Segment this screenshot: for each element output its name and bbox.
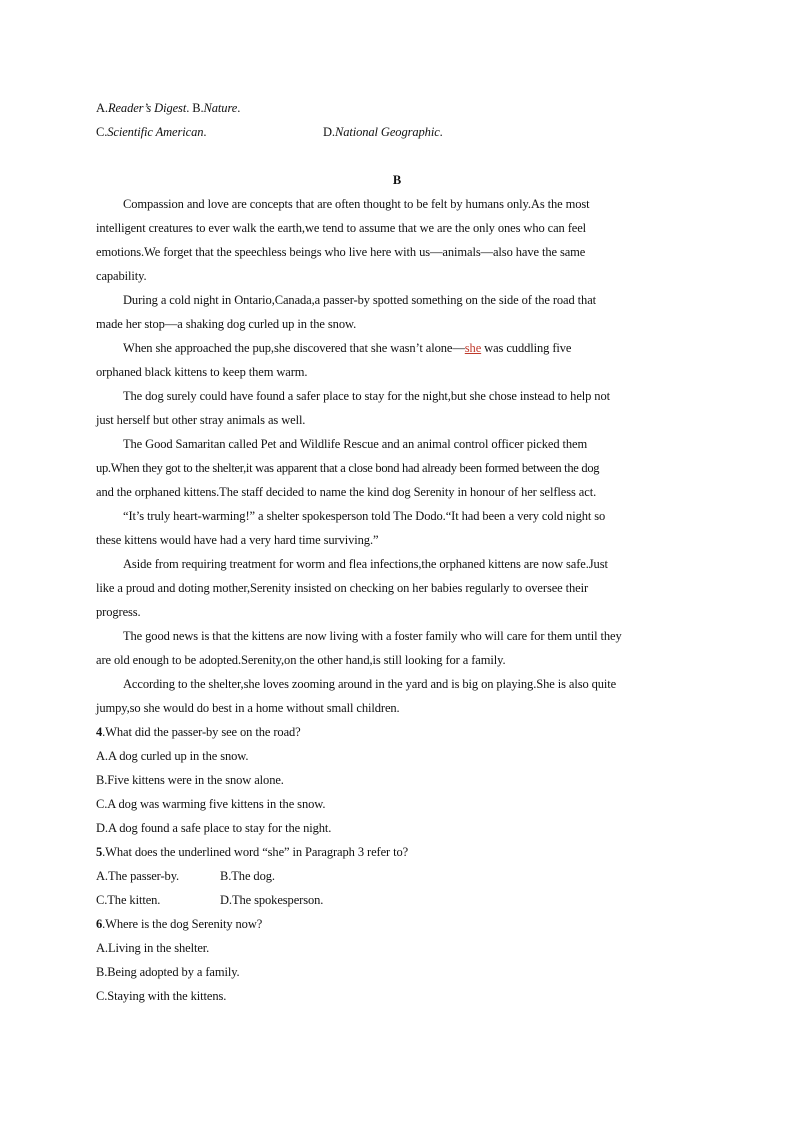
passage-line: just herself but other stray animals as well.: [96, 413, 306, 427]
q3-option-d-text: National Geographic: [334, 125, 440, 139]
passage-line: The dog surely could have found a safer place to stay for the night,but she chose instead to help not: [123, 389, 610, 403]
q3-option-d-prefix: D.: [323, 125, 335, 139]
passage-line: made her stop—a shaking dog curled up in the snow.: [96, 317, 357, 331]
q3-option-b-prefix: B.: [192, 101, 204, 115]
passage-line: these kittens would have had a very hard time surviving.”: [96, 533, 379, 547]
passage-text: was cuddling five: [481, 341, 572, 355]
passage-line: like a proud and doting mother,Serenity insisted on checking on her babies regularly to oversee their: [96, 581, 589, 595]
passage-line: orphaned black kittens to keep them warm.: [96, 365, 308, 379]
q3-option-b-text: Nature: [203, 101, 238, 115]
passage-line: The good news is that the kittens are now living with a foster family who will care for them until they: [123, 629, 622, 643]
passage-line: emotions.We forget that the speechless beings who live here with us—animals—also have the same: [96, 245, 586, 259]
passage-line: The Good Samaritan called Pet and Wildlife Rescue and an animal control officer picked them: [123, 437, 588, 451]
q3-options-row-2: [96, 123, 206, 141]
question-6-option-b: B.Being adopted by a family.: [96, 965, 240, 979]
question-6-stem: [96, 915, 262, 933]
q3-option-a-prefix: A.: [96, 101, 108, 115]
q3-option-c-end: .: [203, 125, 207, 139]
passage-line: intelligent creatures to ever walk the earth,we tend to assume that we are the only ones who can feel: [96, 221, 587, 235]
passage-line: [123, 339, 571, 357]
passage-line: jumpy,so she would do best in a home without small children.: [96, 701, 400, 715]
q3-option-c-prefix: C.: [96, 125, 108, 139]
question-4-option-c: C.A dog was warming five kittens in the snow.: [96, 797, 326, 811]
question-5-option-b: B.The dog.: [220, 869, 275, 883]
passage-line: Aside from requiring treatment for worm and flea infections,the orphaned kittens are now safe.Just: [123, 557, 608, 571]
question-number: 6: [96, 917, 103, 931]
passage-line: capability.: [96, 269, 147, 283]
underlined-word-she: she: [464, 341, 482, 355]
passage-line: “It’s truly heart-warming!” a shelter spokesperson told The Dodo.“It had been a very cold night so: [123, 509, 606, 523]
question-number: 5: [96, 845, 103, 859]
question-5-stem: [96, 843, 408, 861]
passage-line: progress.: [96, 605, 141, 619]
question-text: .What did the passer-by see on the road?: [102, 725, 301, 739]
question-number: 4: [96, 725, 103, 739]
question-5-option-a: A.The passer-by.: [96, 869, 180, 883]
q3-options-row-1: [96, 99, 240, 117]
passage-line: According to the shelter,she loves zooming around in the yard and is big on playing.She is also quite: [123, 677, 617, 691]
passage-line: up.When they got to the shelter,it was apparent that a close bond had already been formed between the dog: [96, 461, 600, 475]
q3-option-d: [323, 123, 443, 141]
passage-line: and the orphaned kittens.The staff decided to name the kind dog Serenity in honour of her selfless act.: [96, 485, 597, 499]
question-4-option-b: B.Five kittens were in the snow alone.: [96, 773, 284, 787]
passage-line: are old enough to be adopted.Serenity,on the other hand,is still looking for a family.: [96, 653, 506, 667]
q3-option-d-end: .: [439, 125, 443, 139]
q3-option-a-text: Reader’s Digest: [107, 101, 187, 115]
q3-option-b-end: .: [237, 101, 241, 115]
q3-option-c-text: Scientific American: [107, 125, 204, 139]
passage-line: Compassion and love are concepts that are often thought to be felt by humans only.As the most: [123, 197, 590, 211]
section-heading: B: [392, 173, 402, 187]
question-4-stem: [96, 723, 301, 741]
question-4-option-a: A.A dog curled up in the snow.: [96, 749, 249, 763]
question-text: .What does the underlined word “she” in Paragraph 3 refer to?: [102, 845, 409, 859]
question-6-option-a: A.Living in the shelter.: [96, 941, 210, 955]
question-5-option-c: C.The kitten.: [96, 893, 161, 907]
question-text: .Where is the dog Serenity now?: [102, 917, 263, 931]
question-6-option-c: C.Staying with the kittens.: [96, 989, 227, 1003]
question-5-option-d: D.The spokesperson.: [220, 893, 324, 907]
passage-line: During a cold night in Ontario,Canada,a passer-by spotted something on the side of the road that: [123, 293, 597, 307]
q3-option-a-end: .: [186, 101, 190, 115]
question-4-option-d: D.A dog found a safe place to stay for the night.: [96, 821, 332, 835]
passage-text: When she approached the pup,she discovered that she wasn’t alone—: [123, 341, 465, 355]
